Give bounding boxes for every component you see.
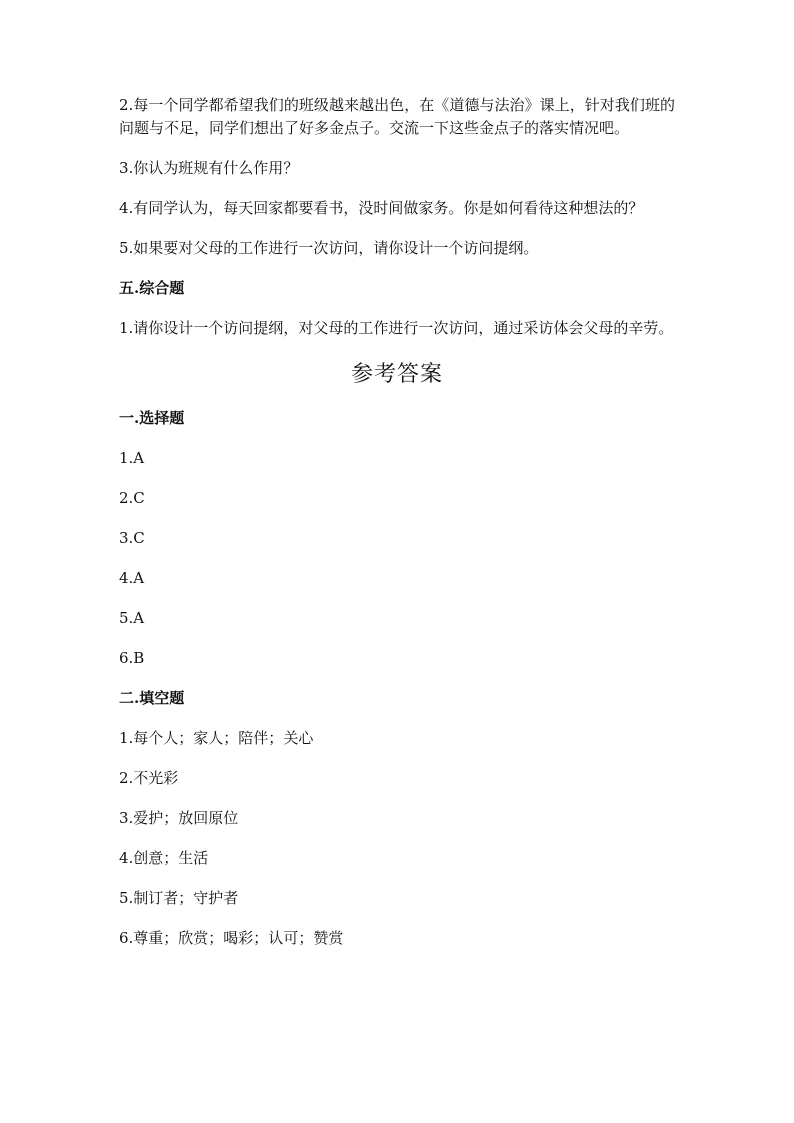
choice-answer: 6.B [119, 649, 145, 667]
choice-answer: 4.A [119, 569, 145, 587]
question-5: 5.如果要对父母的工作进行一次访问，请你设计一个访问提纲。 [119, 239, 539, 257]
question-4: 4.有同学认为，每天回家都要看书，没时间做家务。你是如何看待这种想法的？ [119, 199, 644, 217]
fill-answer: 2.不光彩 [119, 769, 179, 787]
choice-answer: 5.A [119, 609, 145, 627]
document-page [119, 94, 675, 950]
question-2: 2.每一个同学都希望我们的班级越来越出色，在《道德与法治》课上，针对我们班的问题与不足，同学们想出了好多金点子。交流一下这些金点子的落实情况吧。 [119, 96, 675, 137]
fill-answer: 4.创意；生活 [119, 849, 209, 867]
fill-answer: 1.每个人；家人；陪伴；关心 [119, 729, 314, 747]
choice-answer: 3.C [119, 529, 145, 547]
fill-section-title: 二.填空题 [119, 689, 185, 707]
choice-answer: 1.A [119, 449, 145, 467]
fill-answer: 6.尊重；欣赏；喝彩；认可；赞赏 [119, 929, 344, 947]
question-3: 3.你认为班规有什么作用？ [119, 159, 299, 177]
answers-title: 参考答案 [350, 362, 443, 387]
choice-answer: 2.C [119, 489, 145, 507]
section-5-question-1: 1.请你设计一个访问提纲，对父母的工作进行一次访问，通过采访体会父母的辛劳。 [119, 319, 674, 337]
choice-section-title: 一.选择题 [119, 409, 185, 427]
fill-answer: 5.制订者；守护者 [119, 889, 239, 907]
section-5-title: 五.综合题 [119, 279, 185, 297]
fill-answer: 3.爱护；放回原位 [119, 809, 239, 827]
